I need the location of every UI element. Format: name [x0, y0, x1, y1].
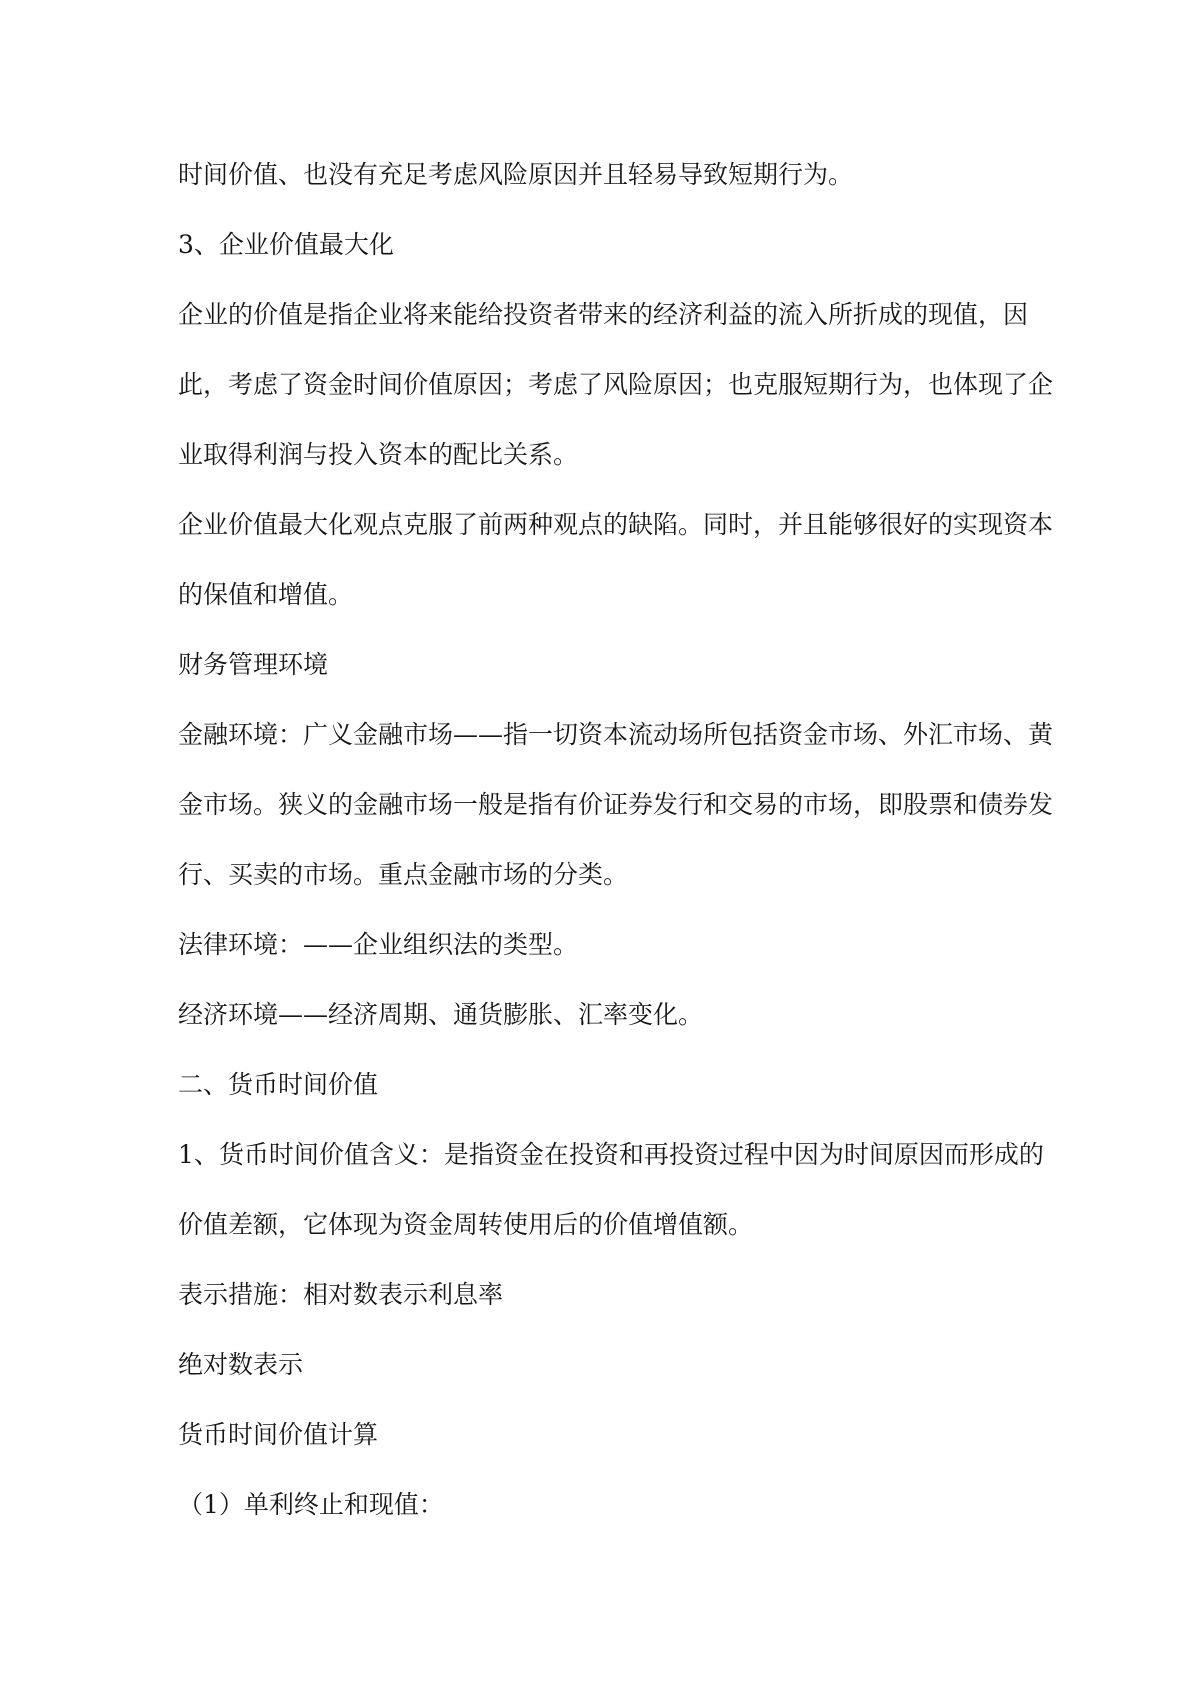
text-line: 表示措施：相对数表示利息率	[178, 1280, 504, 1309]
text-line: 行、买卖的市场。重点金融市场的分类。	[178, 860, 629, 889]
text-line: 3、企业价值最大化	[178, 230, 394, 259]
text-line: 经济环境——经济周期、通货膨胀、汇率变化。	[178, 1000, 704, 1029]
text-line: 1、货币时间价值含义：是指资金在投资和再投资过程中因为时间原因而形成的	[178, 1140, 1044, 1169]
text-line: 法律环境：——企业组织法的类型。	[178, 930, 579, 959]
text-line: 货币时间价值计算	[178, 1420, 379, 1449]
text-line: 金融环境：广义金融市场——指一切资本流动场所包括资金市场、外汇市场、黄	[178, 720, 1054, 749]
text-line: 企业价值最大化观点克服了前两种观点的缺陷。同时，并且能够很好的实现资本	[178, 510, 1054, 539]
text-line: 业取得利润与投入资本的配比关系。	[178, 440, 579, 469]
text-line: 绝对数表示	[178, 1350, 304, 1379]
text-line: 时间价值、也没有充足考虑风险原因并且轻易导致短期行为。	[178, 160, 854, 189]
text-line: 二、货币时间价值	[178, 1070, 379, 1099]
text-line: 财务管理环境	[178, 650, 329, 679]
text-line: 价值差额，它体现为资金周转使用后的价值增值额。	[178, 1210, 754, 1239]
text-line: 的保值和增值。	[178, 580, 354, 609]
text-line: 企业的价值是指企业将来能给投资者带来的经济利益的流入所折成的现值，因	[178, 300, 1029, 329]
text-line: （1）单利终止和现值：	[178, 1490, 444, 1519]
text-line: 金市场。狭义的金融市场一般是指有价证券发行和交易的市场，即股票和债券发	[178, 790, 1054, 819]
text-line: 此，考虑了资金时间价值原因；考虑了风险原因；也克服短期行为，也体现了企	[178, 370, 1054, 399]
